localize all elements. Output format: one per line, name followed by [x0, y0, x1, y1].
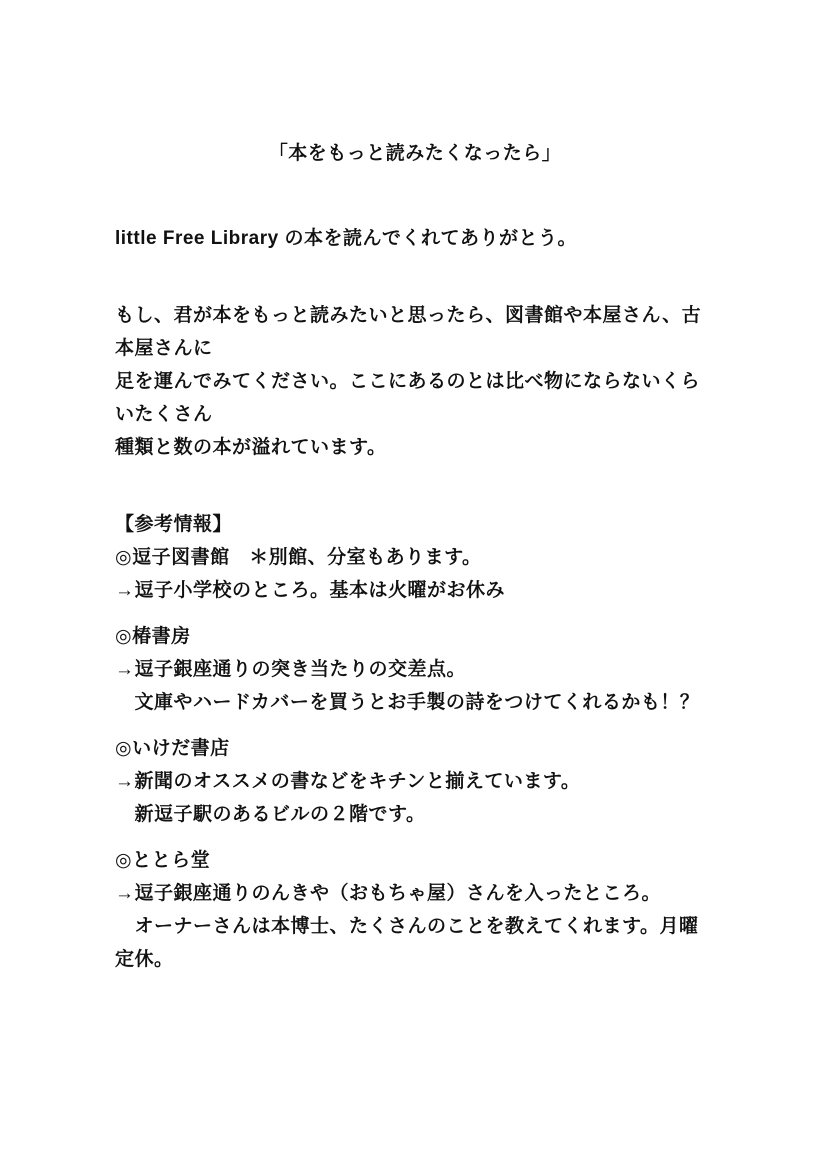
entry-detail: 文庫やハードカバーを買うとお手製の詩をつけてくれるかも！？: [115, 692, 700, 713]
reference-entry-tsubaki-shobo: [115, 620, 715, 719]
entry-detail: →新聞のオススメの書などをキチンと揃えています。: [115, 771, 581, 792]
reference-section: [115, 508, 715, 976]
reference-heading: 【参考情報】: [115, 514, 233, 535]
paragraph-line: 種類と数の本が溢れています。: [115, 437, 387, 458]
entry-detail: 新逗子駅のあるビルの２階です。: [115, 804, 426, 825]
document-title: 「本をもっと読みたくなったら」: [268, 143, 562, 164]
reference-entry-totora-do: [115, 844, 715, 976]
entry-detail: →逗子銀座通りの突き当たりの交差点。: [115, 659, 467, 680]
body-paragraph: [115, 299, 715, 464]
entry-title: ◎椿書房: [115, 626, 191, 647]
entry-title: ◎逗子図書館 ＊別館、分室もあります。: [115, 547, 482, 568]
entry-title: ◎いけだ書店: [115, 738, 230, 759]
entry-detail: →逗子銀座通りのんきや（おもちゃ屋）さんを入ったところ。: [115, 883, 662, 904]
entry-title: ◎ととら堂: [115, 850, 211, 871]
paragraph-line: もし、君が本をもっと読みたいと思ったら、図書館や本屋さん、古本屋さんに: [115, 305, 702, 359]
paragraph-line: 足を運んでみてください。ここにあるのとは比べ物にならないくらいたくさん: [115, 371, 701, 425]
entry-detail: オーナーさんは本博士、たくさんのことを教えてくれます。月曜定休。: [115, 916, 699, 970]
intro-line: little Free Library の本を読んでくれてありがとう。: [115, 228, 577, 249]
reference-entry-zushi-library: [115, 541, 715, 607]
reference-entry-ikeda-shoten: [115, 732, 715, 831]
entry-detail: →逗子小学校のところ。基本は火曜がお休み: [115, 580, 506, 601]
